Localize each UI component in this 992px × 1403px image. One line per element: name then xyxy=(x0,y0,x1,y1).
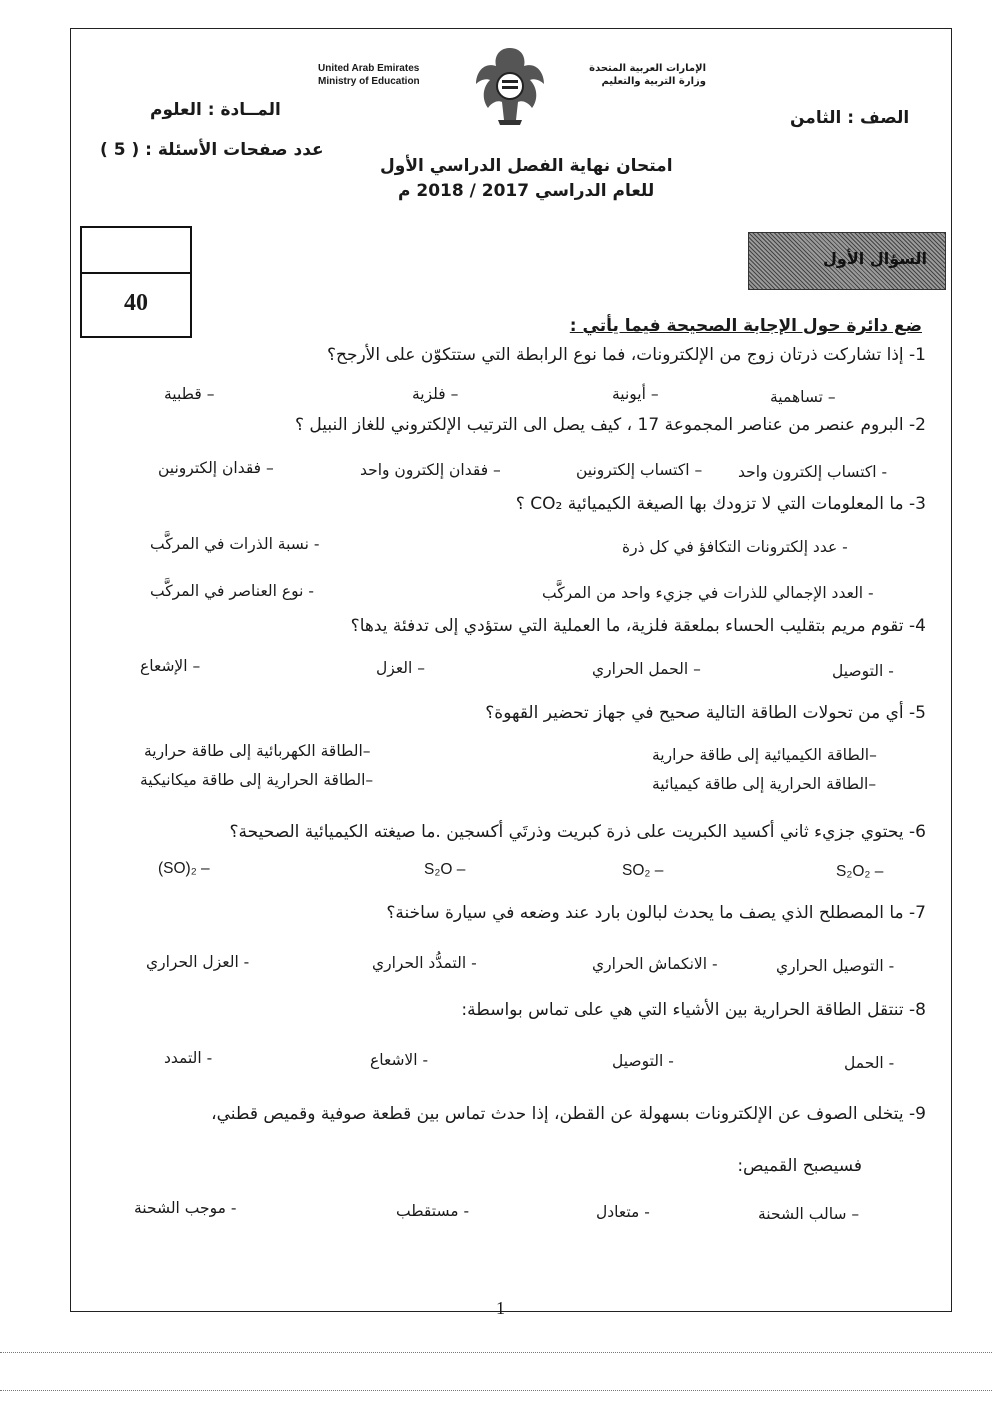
option[interactable]: – أيونية xyxy=(612,385,659,403)
question-9: 9- يتخلى الصوف عن الإلكترونات بسهولة عن القطن، إذا حدث تماس بين قطعة صوفية وقميص قطني، xyxy=(211,1104,926,1124)
exam-title: امتحان نهاية الفصل الدراسي الأول xyxy=(380,156,673,176)
option[interactable]: - التوصيل xyxy=(832,662,894,680)
option[interactable]: S₂O – xyxy=(424,861,466,878)
option[interactable]: – سالب الشحنة xyxy=(758,1205,860,1223)
option[interactable]: - متعادل xyxy=(596,1203,650,1221)
option[interactable]: –الطاقة الكهربائية إلى طاقة حرارية xyxy=(144,742,371,760)
ministry-name-arabic: وزارة التربية والتعليم xyxy=(601,76,706,87)
question-1: 1- إذا تشاركت ذرتان زوج من الإلكترونات، فما نوع الرابطة التي ستتكوّن على الأرجح؟ xyxy=(326,345,926,365)
page-number: 1 xyxy=(496,1298,505,1318)
option[interactable]: – قطبية xyxy=(164,385,215,403)
option[interactable]: – الحمل الحراري xyxy=(592,660,701,678)
ministry-english xyxy=(318,62,420,88)
option[interactable]: - موجب الشحنة xyxy=(134,1199,237,1217)
pages-count: عدد صفحات الأسئلة : ( 5 ) xyxy=(100,140,324,160)
option[interactable]: –الطاقة الكيميائية إلى طاقة حرارية xyxy=(652,746,877,764)
option[interactable]: –الطاقة الحرارية إلى طاقة ميكانيكية xyxy=(140,771,374,789)
question-8: 8- تنتقل الطاقة الحرارية بين الأشياء التي هي على تماس بواسطة: xyxy=(461,1000,926,1020)
option[interactable]: - نوع العناصر في المركَّب xyxy=(150,582,314,600)
question-6: 6- يحتوي جزيء ثاني أكسيد الكبريت على ذرة كبريت وذرتَي أكسجين .ما صيغته الكيميائية الصحيحة؟ xyxy=(229,822,926,842)
option[interactable]: SO₂ – xyxy=(622,862,664,879)
question-4: 4- تقوم مريم بتقليب الحساء بملعقة فلزية، ما العملية التي ستؤدي إلى تدفئة يدها؟ xyxy=(350,616,926,636)
option[interactable]: - اكتساب إلكترون واحد xyxy=(738,463,888,481)
grade-label: الصف : الثامن xyxy=(790,108,910,128)
option[interactable]: - الانكماش الحراري xyxy=(592,955,718,973)
option[interactable]: - التمدُّد الحراري xyxy=(372,954,477,972)
option[interactable]: – فلزية xyxy=(412,385,459,403)
country-english: United Arab Emirates xyxy=(318,63,420,74)
option[interactable]: - التوصيل الحراري xyxy=(776,957,895,975)
option[interactable]: – الإشعاع xyxy=(140,657,201,675)
option[interactable]: - مستقطب xyxy=(396,1202,470,1220)
option[interactable]: - الحمل xyxy=(844,1054,895,1072)
scan-artifact-line xyxy=(0,1352,992,1353)
option[interactable]: - العدد الإجمالي للذرات في جزيء واحد من المركَّب xyxy=(542,584,874,602)
question-9-subtext: فسيصبح القميص: xyxy=(737,1156,862,1176)
question-5: 5- أي من تحولات الطاقة التالية صحيح في جهاز تحضير القهوة؟ xyxy=(485,703,926,723)
question-3: 3- ما المعلومات التي لا تزودك بها الصيغة الكيميائية CO₂ ؟ xyxy=(515,494,926,514)
instruction: ضع دائرة حول الإجابة الصحيحة فيما يأتي : xyxy=(569,316,922,336)
scan-artifact-line xyxy=(0,1390,992,1391)
option[interactable]: –الطاقة الحرارية إلى طاقة كيميائية xyxy=(652,775,877,793)
score-box xyxy=(80,226,192,338)
option[interactable]: S₂O₂ – xyxy=(836,863,884,880)
subject-label: المــادة : العلوم xyxy=(150,100,281,120)
question-2: 2- البروم عنصر من عناصر المجموعة 17 ، كيف يصل الى الترتيب الإلكتروني للغاز النبيل ؟ xyxy=(295,415,926,435)
ministry-name-english: Ministry of Education xyxy=(318,76,420,87)
option[interactable]: - التوصيل xyxy=(612,1052,674,1070)
question-7: 7- ما المصطلح الذي يصف ما يحدث لبالون بارد عند وضعه في سيارة ساخنة؟ xyxy=(386,903,926,923)
section-banner xyxy=(748,232,946,290)
ministry-arabic xyxy=(566,62,706,88)
option[interactable]: – تساهمية xyxy=(770,388,836,406)
option[interactable]: – فقدان إلكترونين xyxy=(158,459,274,477)
option[interactable]: - نسبة الذرات في المركَّب xyxy=(150,535,320,553)
option[interactable]: – العزل xyxy=(376,659,425,677)
option[interactable]: – اكتساب إلكترونين xyxy=(576,461,703,479)
section-title: السؤال الأول xyxy=(823,249,927,268)
option[interactable]: - الاشعاع xyxy=(370,1051,429,1069)
country-arabic: الإمارات العربية المتحدة xyxy=(589,63,706,74)
option[interactable]: – فقدان إلكترون واحد xyxy=(360,461,501,479)
academic-year: للعام الدراسي 2017 / 2018 م xyxy=(398,181,655,201)
option[interactable]: (SO)₂ – xyxy=(158,860,210,877)
score-total: 40 xyxy=(124,290,148,316)
option[interactable]: - العزل الحراري xyxy=(146,953,250,971)
option[interactable]: - عدد إلكترونات التكافؤ في كل ذرة xyxy=(622,538,848,556)
uae-emblem-icon xyxy=(470,44,550,126)
score-divider xyxy=(82,272,190,274)
option[interactable]: - التمدد xyxy=(164,1049,213,1067)
